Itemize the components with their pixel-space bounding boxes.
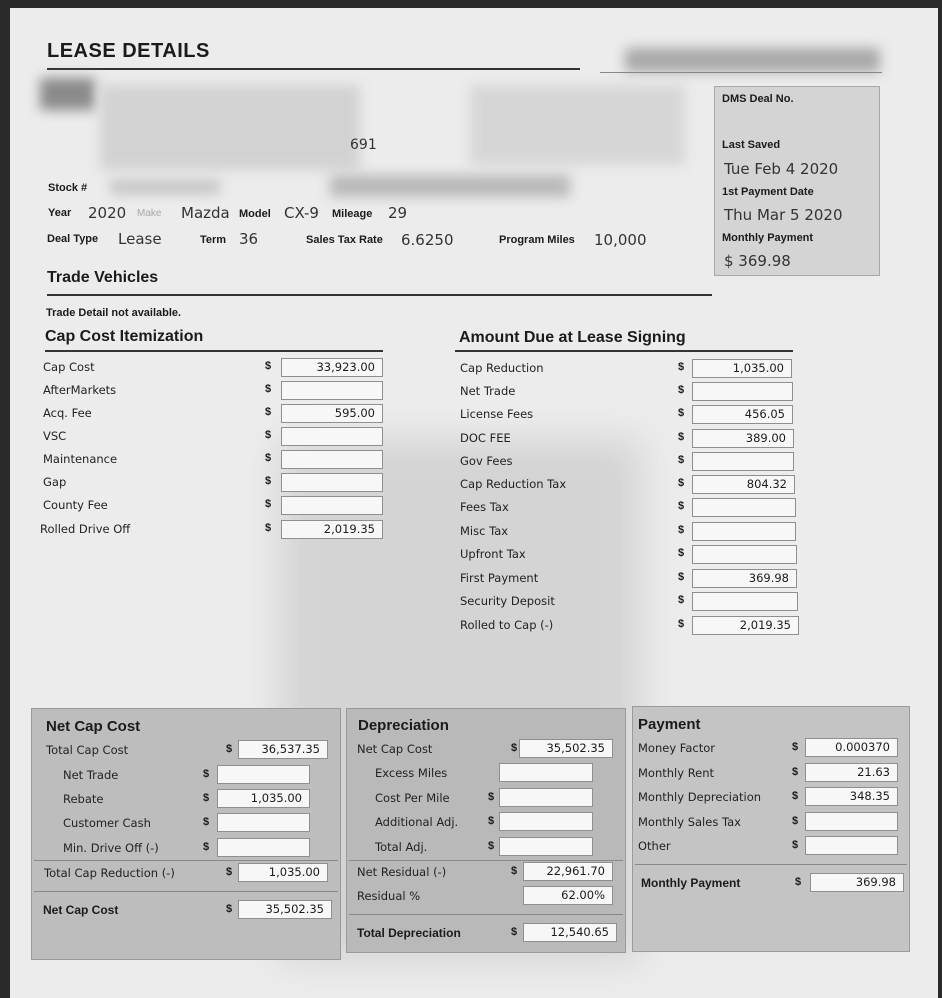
cap-cost-row-label: Rolled Drive Off <box>40 522 131 536</box>
cap-cost-heading: Cap Cost Itemization <box>45 328 204 345</box>
amount-due-row-currency: $ <box>678 547 685 559</box>
amount-due-row-currency: $ <box>678 431 685 443</box>
make-value: Mazda <box>181 204 230 222</box>
monthly-payment-total-currency: $ <box>795 876 802 888</box>
tax-rate-label: Sales Tax Rate <box>306 234 383 246</box>
mileage-value: 29 <box>388 204 408 222</box>
reduction-divider <box>34 860 338 861</box>
total-cap-reduction-currency: $ <box>226 866 233 878</box>
cap-cost-row-label: Cap Cost <box>43 360 95 374</box>
payment-heading: Payment <box>638 716 701 733</box>
cap-cost-row-field[interactable] <box>281 496 383 515</box>
amount-due-row-field[interactable] <box>692 545 797 564</box>
cost-per-mile-label: Cost Per Mile <box>375 791 450 805</box>
amount-due-row-field[interactable] <box>692 592 798 611</box>
payment-row-label: Other <box>638 839 671 853</box>
amount-due-row-label: Security Deposit <box>460 594 555 608</box>
cap-cost-divider <box>45 350 383 352</box>
cap-cost-row-field[interactable]: 2,019.35 <box>281 520 383 539</box>
total-cap-cost-label: Total Cap Cost <box>46 743 129 757</box>
net-residual-label: Net Residual (-) <box>357 865 447 879</box>
monthly-payment-value: $ 369.98 <box>724 252 791 270</box>
amount-due-row-field[interactable] <box>692 522 796 541</box>
dms-summary-box <box>714 86 880 276</box>
redacted-dealer-name <box>625 48 880 72</box>
amount-due-divider <box>455 350 793 352</box>
amount-due-row-field[interactable]: 1,035.00 <box>692 359 792 378</box>
monthly-payment-total-field[interactable]: 369.98 <box>810 873 904 892</box>
net-cap-cost-row-field[interactable]: 1,035.00 <box>217 789 310 808</box>
net-cap-cost-row-currency: $ <box>203 768 210 780</box>
payment-row-currency: $ <box>792 815 799 827</box>
amount-due-row-currency: $ <box>678 477 685 489</box>
amount-due-heading: Amount Due at Lease Signing <box>459 329 686 346</box>
year-value: 2020 <box>88 204 127 222</box>
page-title: LEASE DETAILS <box>47 40 210 62</box>
redacted-vin <box>330 175 570 197</box>
amount-due-row-field[interactable]: 456.05 <box>692 405 793 424</box>
net-cap-cost-row-label: Net Trade <box>63 768 119 782</box>
amount-due-row-field[interactable] <box>692 382 793 401</box>
amount-due-row-label: Cap Reduction Tax <box>460 477 567 491</box>
cap-cost-row-field[interactable]: 595.00 <box>281 404 383 423</box>
net-cap-cost-row-currency: $ <box>203 792 210 804</box>
year-label: Year <box>48 207 72 219</box>
amount-due-row-currency: $ <box>678 454 685 466</box>
cap-cost-row-currency: $ <box>265 429 272 441</box>
amount-due-row-currency: $ <box>678 524 685 536</box>
total-cap-cost-field[interactable]: 36,537.35 <box>238 740 328 759</box>
cap-cost-row-currency: $ <box>265 475 272 487</box>
amount-due-row-label: Fees Tax <box>460 500 509 514</box>
payment-row-label: Monthly Depreciation <box>638 790 762 804</box>
additional-adj-currency: $ <box>488 815 495 827</box>
monthly-divider <box>635 864 907 865</box>
amount-due-row-label: Rolled to Cap (-) <box>460 618 554 632</box>
mileage-label: Mileage <box>332 208 373 220</box>
amount-due-row-label: License Fees <box>460 407 534 421</box>
program-miles-value: 10,000 <box>594 231 647 249</box>
cap-cost-row-currency: $ <box>265 383 272 395</box>
total-cap-reduction-field[interactable]: 1,035.00 <box>238 863 328 882</box>
excess-miles-field[interactable] <box>499 763 593 782</box>
net-cap-cost-total-currency: $ <box>226 903 233 915</box>
net-residual-field[interactable]: 22,961.70 <box>523 862 613 881</box>
cap-cost-row-field[interactable] <box>281 427 383 446</box>
total-adj-field[interactable] <box>499 837 593 856</box>
net-cap-cost-row-label: Rebate <box>63 792 104 806</box>
monthly-payment-total-label: Monthly Payment <box>641 876 741 890</box>
trade-note: Trade Detail not available. <box>46 307 182 319</box>
amount-due-row-field[interactable]: 389.00 <box>692 429 794 448</box>
amount-due-row-currency: $ <box>678 361 685 373</box>
net-cap-cost-total-field[interactable]: 35,502.35 <box>238 900 332 919</box>
amount-due-row-label: First Payment <box>460 571 539 585</box>
payment-row-field[interactable]: 21.63 <box>805 763 898 782</box>
payment-row-field[interactable] <box>805 836 898 855</box>
cap-cost-row-field[interactable] <box>281 473 383 492</box>
total-cap-cost-currency: $ <box>226 743 233 755</box>
cap-cost-row-field[interactable] <box>281 450 383 469</box>
amount-due-row-currency: $ <box>678 618 685 630</box>
depreciation-heading: Depreciation <box>358 717 449 734</box>
amount-due-row-label: Upfront Tax <box>460 547 526 561</box>
deal-type-label: Deal Type <box>47 233 99 245</box>
net-cap-cost-row-field[interactable] <box>217 765 310 784</box>
cap-cost-row-currency: $ <box>265 452 272 464</box>
payment-row-field[interactable]: 0.000370 <box>805 738 898 757</box>
total-dep-divider <box>349 914 623 915</box>
total-depreciation-label: Total Depreciation <box>357 926 461 940</box>
stock-label: Stock # <box>48 182 88 194</box>
last-saved-label: Last Saved <box>722 139 781 151</box>
make-label: Make <box>137 208 162 219</box>
net-cap-divider <box>34 891 338 892</box>
model-value: CX-9 <box>284 204 319 222</box>
cap-cost-row-currency: $ <box>265 360 272 372</box>
payment-row-label: Monthly Rent <box>638 766 715 780</box>
dep-net-cap-currency: $ <box>511 742 518 754</box>
residual-pct-label: Residual % <box>357 889 421 903</box>
amount-due-row-label: DOC FEE <box>460 431 511 445</box>
amount-due-row-currency: $ <box>678 384 685 396</box>
amount-due-row-field[interactable] <box>692 452 794 471</box>
net-cap-cost-heading: Net Cap Cost <box>46 718 141 735</box>
cap-cost-row-field[interactable]: 33,923.00 <box>281 358 383 377</box>
total-adj-label: Total Adj. <box>375 840 428 854</box>
amount-due-row-label: Net Trade <box>460 384 516 398</box>
deal-type-value: Lease <box>118 230 162 248</box>
cap-cost-row-label: Acq. Fee <box>43 406 92 420</box>
net-cap-cost-row-field[interactable] <box>217 838 310 857</box>
cap-cost-row-field[interactable] <box>281 381 383 400</box>
model-label: Model <box>239 208 271 220</box>
title-divider <box>47 68 580 70</box>
cap-cost-row-label: County Fee <box>43 498 108 512</box>
program-miles-label: Program Miles <box>499 234 575 246</box>
cap-cost-row-label: VSC <box>43 429 67 443</box>
redacted-customer-name <box>40 78 95 110</box>
amount-due-row-currency: $ <box>678 500 685 512</box>
cap-cost-row-label: Maintenance <box>43 452 118 466</box>
amount-due-row-field[interactable]: 804.32 <box>692 475 795 494</box>
excess-miles-label: Excess Miles <box>375 766 448 780</box>
net-residual-currency: $ <box>511 865 518 877</box>
payment-row-label: Monthly Sales Tax <box>638 815 741 829</box>
payment-row-currency: $ <box>792 790 799 802</box>
amount-due-row-label: Cap Reduction <box>460 361 544 375</box>
amount-due-row-field[interactable]: 369.98 <box>692 569 797 588</box>
id-fragment: 691 <box>350 137 377 153</box>
payment-row-currency: $ <box>792 741 799 753</box>
cost-per-mile-field[interactable] <box>499 788 593 807</box>
total-depreciation-field[interactable]: 12,540.65 <box>523 923 617 942</box>
trade-divider <box>47 294 712 296</box>
payment-row-field[interactable] <box>805 812 898 831</box>
amount-due-row-label: Gov Fees <box>460 454 513 468</box>
payment-row-currency: $ <box>792 766 799 778</box>
additional-adj-field[interactable] <box>499 812 593 831</box>
dms-deal-no-label: DMS Deal No. <box>722 93 794 105</box>
payment-row-field[interactable]: 348.35 <box>805 787 898 806</box>
residual-pct-field[interactable]: 62.00% <box>523 886 613 905</box>
net-cap-cost-row-label: Min. Drive Off (-) <box>63 841 159 855</box>
term-label: Term <box>200 234 227 246</box>
amount-due-row-currency: $ <box>678 571 685 583</box>
payment-row-label: Money Factor <box>638 741 715 755</box>
amount-due-row-currency: $ <box>678 407 685 419</box>
amount-due-row-label: Misc Tax <box>460 524 509 538</box>
cap-cost-row-currency: $ <box>265 406 272 418</box>
amount-due-row-currency: $ <box>678 594 685 606</box>
tax-rate-value: 6.6250 <box>401 231 454 249</box>
monthly-payment-label: Monthly Payment <box>722 232 814 244</box>
trade-vehicles-heading: Trade Vehicles <box>47 269 159 286</box>
cap-cost-row-currency: $ <box>265 522 272 534</box>
term-value: 36 <box>239 230 259 248</box>
additional-adj-label: Additional Adj. <box>375 815 459 829</box>
net-cap-cost-total-label: Net Cap Cost <box>43 903 119 917</box>
total-cap-reduction-label: Total Cap Reduction (-) <box>44 866 175 880</box>
dep-net-cap-label: Net Cap Cost <box>357 742 433 756</box>
residual-divider <box>349 860 623 861</box>
total-depreciation-currency: $ <box>511 926 518 938</box>
redacted-stock-number <box>110 180 220 194</box>
first-payment-label: 1st Payment Date <box>722 186 814 198</box>
dep-net-cap-field[interactable]: 35,502.35 <box>519 739 613 758</box>
amount-due-row-field[interactable] <box>692 498 796 517</box>
net-cap-cost-row-currency: $ <box>203 841 210 853</box>
cap-cost-row-label: AfterMarkets <box>43 383 117 397</box>
first-payment-value: Thu Mar 5 2020 <box>724 206 843 224</box>
total-adj-currency: $ <box>488 840 495 852</box>
cap-cost-row-currency: $ <box>265 498 272 510</box>
last-saved-value: Tue Feb 4 2020 <box>724 160 839 178</box>
redacted-address-block <box>470 85 685 165</box>
amount-due-row-field[interactable]: 2,019.35 <box>692 616 799 635</box>
net-cap-cost-row-field[interactable] <box>217 813 310 832</box>
net-cap-cost-row-label: Customer Cash <box>63 816 151 830</box>
net-cap-cost-row-currency: $ <box>203 816 210 828</box>
redacted-customer-block <box>100 85 360 170</box>
title-divider-right <box>600 72 882 73</box>
cap-cost-row-label: Gap <box>43 475 67 489</box>
cost-per-mile-currency: $ <box>488 791 495 803</box>
payment-row-currency: $ <box>792 839 799 851</box>
